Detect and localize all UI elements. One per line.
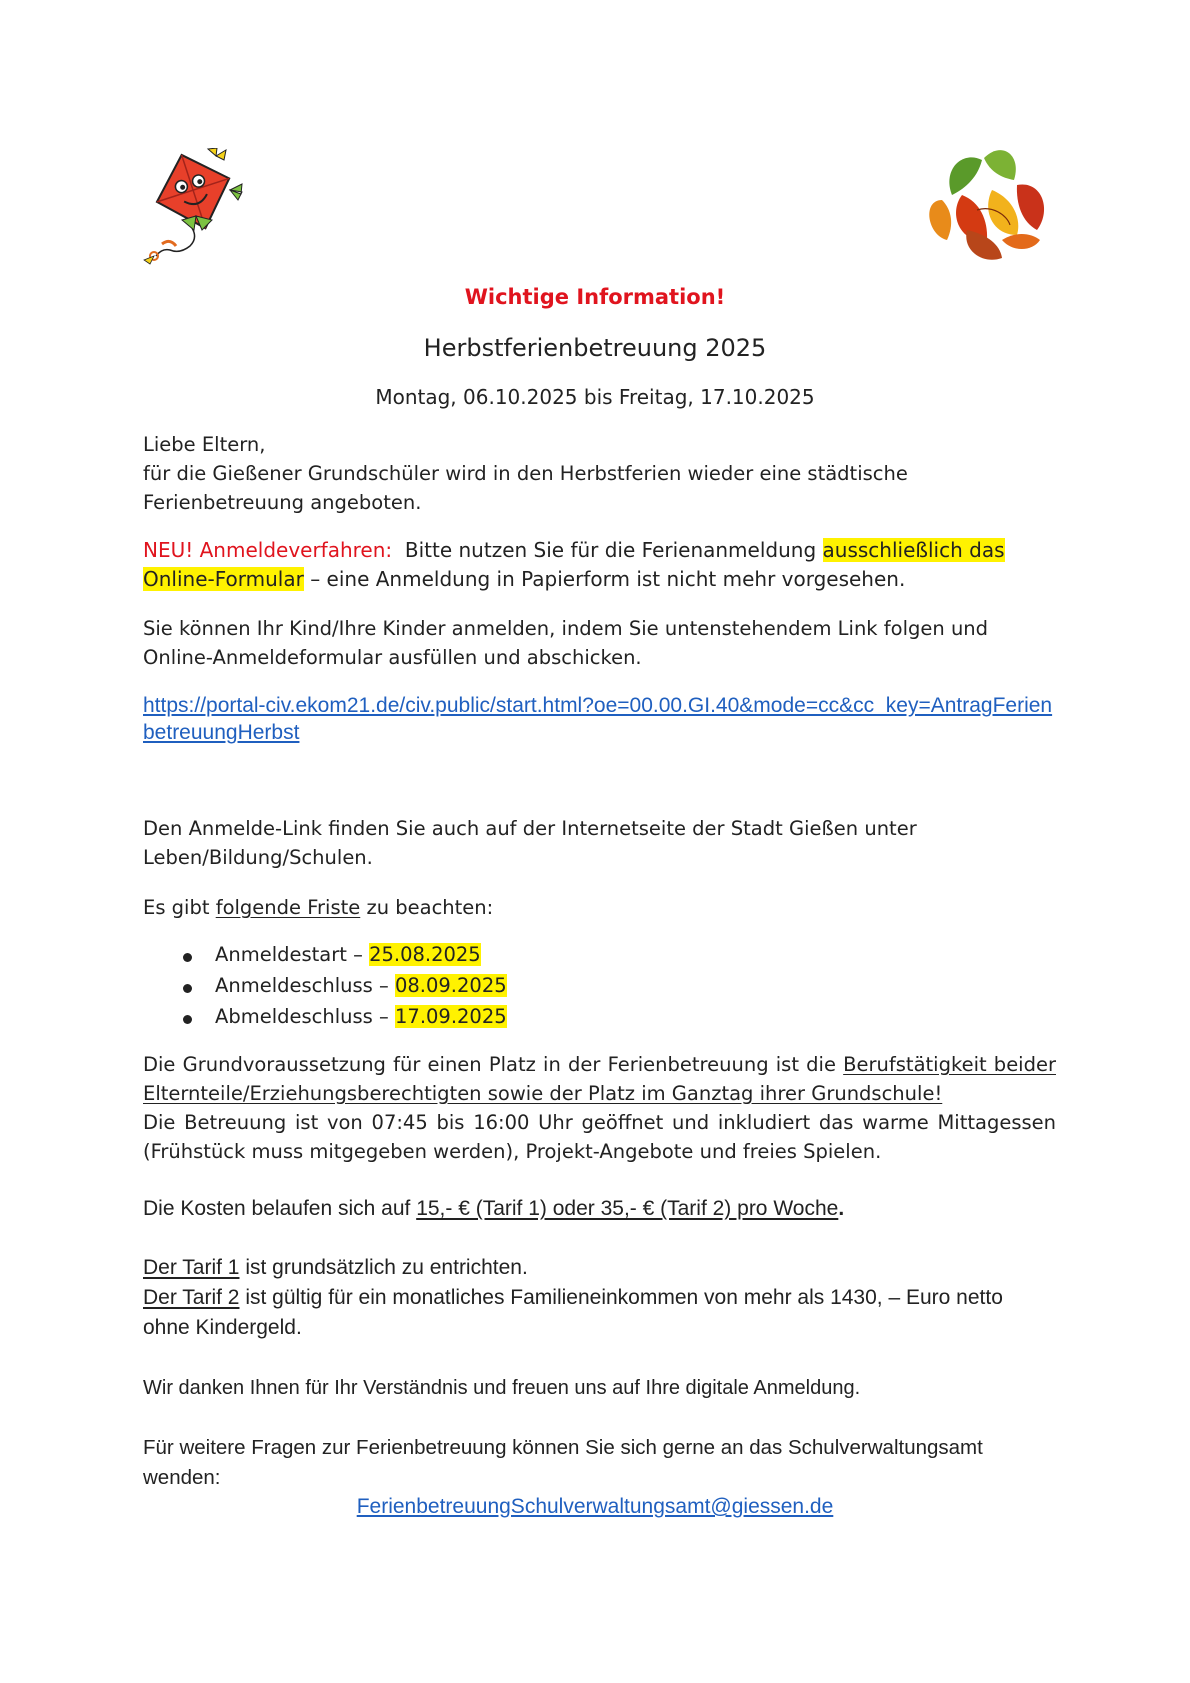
deadline-label: Anmeldestart – [215, 943, 363, 966]
tarif-2-label: Der Tarif 2 [143, 1286, 240, 1309]
autumn-leaves-illustration [922, 140, 1054, 266]
warning-heading: Wichtige Information! [464, 285, 726, 309]
kite-illustration [142, 148, 248, 266]
deadline-date: 17.09.2025 [395, 1005, 507, 1028]
deadline-date: 25.08.2025 [369, 943, 481, 966]
deadline-item [185, 943, 481, 966]
deadlines-intro-before: Es gibt [143, 896, 210, 919]
page-title: Herbstferienbetreuung 2025 [423, 334, 767, 362]
deadline-label: Anmeldeschluss – [215, 974, 389, 997]
deadline-item [185, 1005, 507, 1028]
thanks-paragraph: Wir danken Ihnen für Ihr Verständnis und freuen uns auf Ihre digitale Anmeldung. [143, 1377, 861, 1399]
registration-link[interactable]: https://portal-civ.ekom21.de/civ.public/start.html?oe=00.00.GI.40&mode=cc&cc_key=AntragFerienbetreuungHerbst [143, 694, 1053, 744]
requirement-underlined: Berufstätigkeit beider Elternteile/Erziehungsberechtigten sowie der Platz im Ganztag ihrer Grundschule! [143, 1053, 1056, 1105]
tarif-2-text: ist gültig für ein monatliches Familieneinkommen von mehr als 1430, – Euro netto ohne Kindergeld. [143, 1286, 1003, 1339]
opening-hours: Die Betreuung ist von 07:45 bis 16:00 Uhr geöffnet und inkludiert das warme Mittagessen (Frühstück muss mitgegeben werden), Projekt-Angebote und freies Spielen. [143, 1111, 1056, 1163]
deadlines-intro [143, 893, 1063, 922]
tarif-1-text: ist grundsätzlich zu entrichten. [245, 1256, 528, 1279]
contact-email-link[interactable]: FerienbetreuungSchulverwaltungsamt@giessen.de [356, 1495, 834, 1518]
requirement-paragraph [143, 1050, 1056, 1166]
costs-amount: 15,- € (Tarif 1) oder 35,- € (Tarif 2) pro Woche [416, 1197, 839, 1220]
date-range: Montag, 06.10.2025 bis Freitag, 17.10.2025 [375, 385, 815, 409]
procedure-text-after: – eine Anmeldung in Papierform ist nicht mehr vorgesehen. [310, 567, 906, 591]
deadline-date: 08.09.2025 [394, 974, 507, 997]
tariffs-paragraph [143, 1253, 1023, 1343]
costs-end: . [838, 1197, 845, 1220]
costs-paragraph [143, 1194, 1063, 1224]
procedure-highlight: ausschließlich das Online-Formular [143, 538, 1005, 591]
intro-text: für die Gießener Grundschüler wird in den Herbstferien wieder eine städtische Ferienbetreuung angeboten. [143, 462, 908, 514]
instruction-paragraph: Sie können Ihr Kind/Ihre Kinder anmelden, indem Sie untenstehendem Link folgen und Online-Anmeldeformular ausfüllen und abschicken. [143, 617, 989, 669]
website-note: Den Anmelde-Link finden Sie auch auf der Internetseite der Stadt Gießen unter Leben/Bildung/Schulen. [143, 817, 917, 869]
requirement-text: Die Grundvoraussetzung für einen Platz in der Ferienbetreuung ist die [143, 1053, 836, 1076]
tarif-1 [143, 1253, 1023, 1283]
procedure-paragraph [143, 536, 1063, 594]
intro-paragraph [143, 430, 1063, 517]
deadlines-intro-after: zu beachten: [366, 896, 494, 919]
deadlines-intro-underlined: folgende Friste [215, 896, 361, 919]
deadline-item [185, 974, 507, 997]
procedure-label: NEU! Anmeldeverfahren: [143, 538, 393, 562]
tarif-1-label: Der Tarif 1 [143, 1256, 240, 1279]
tarif-2 [143, 1283, 1023, 1343]
contact-paragraph: Für weitere Fragen zur Ferienbetreuung können Sie sich gerne an das Schulverwaltungsamt wenden: [143, 1436, 983, 1489]
costs-text: Die Kosten belaufen sich auf [143, 1197, 411, 1220]
procedure-text-before: Bitte nutzen Sie für die Ferienanmeldung [404, 538, 817, 562]
salutation: Liebe Eltern, [143, 433, 266, 456]
deadline-label: Abmeldeschluss – [215, 1005, 389, 1028]
